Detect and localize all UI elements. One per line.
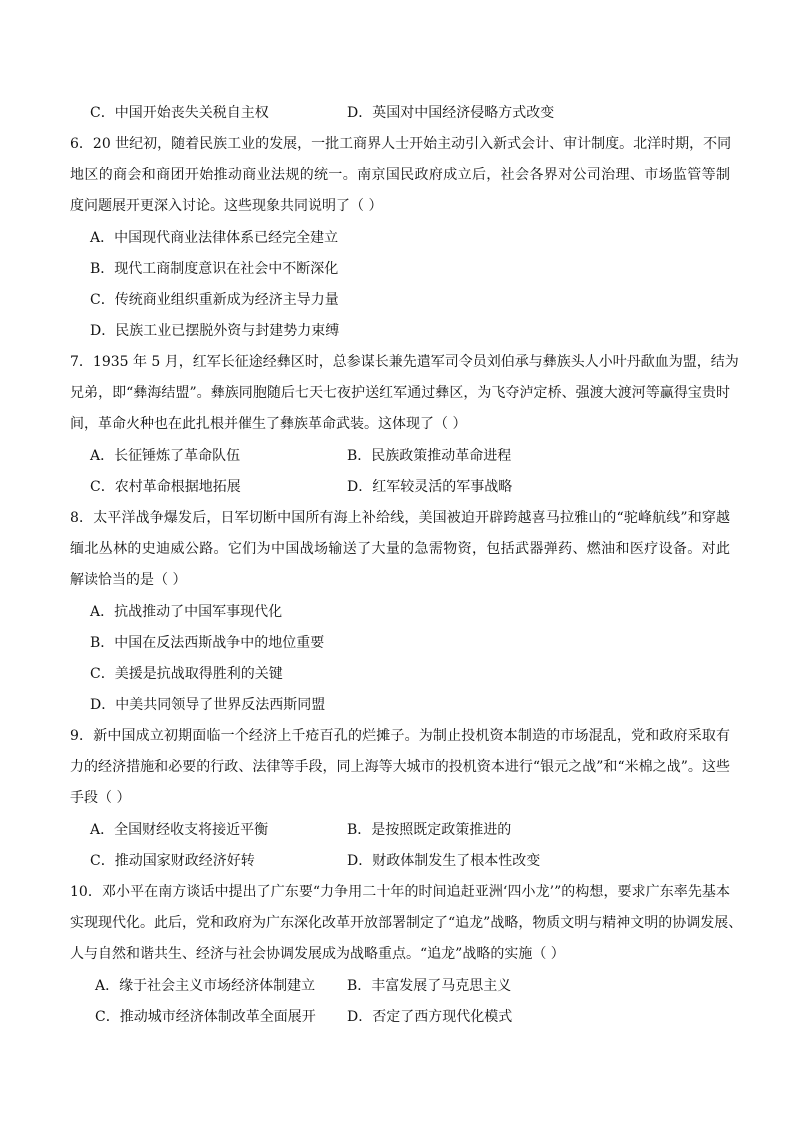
q9-option-a: A．全国财经收支将接近平衡 — [90, 822, 269, 838]
q8-stem-line-1: 8．太平洋战争爆发后，日军切断中国所有海上补给线，美国被迫开辟跨越喜马拉雅山的“驼峰航线”和穿越 — [70, 510, 730, 526]
q7-stem-line-3: 间，革命火种也在此扎根并催生了彝族革命武装。这体现了（ ） — [70, 416, 467, 432]
q8-option-c: C．美援是抗战取得胜利的关键 — [90, 666, 283, 682]
q7-option-c: C．农村革命根据地拓展 — [90, 479, 241, 495]
q6-stem-line-2: 地区的商会和商团开始推动商业法规的统一。南京国民政府成立后，社会各界对公司治理、市场监管等制 — [70, 167, 730, 183]
q7-option-a: A．长征锤炼了革命队伍 — [90, 448, 241, 464]
q6-option-a: A．中国现代商业法律体系已经完全建立 — [90, 230, 339, 246]
q8-option-b: B．中国在反法西斯战争中的地位重要 — [90, 635, 325, 651]
q10-option-c: C．推动城市经济体制改革全面展开 — [95, 1009, 316, 1025]
q5-option-c: C．中国开始丧失关税自主权 — [90, 105, 269, 121]
q10-option-d: D．否定了西方现代化模式 — [347, 1009, 513, 1025]
q9-option-d: D．财政体制发生了根本性改变 — [347, 853, 541, 869]
q6-stem-line-3: 度问题展开更深入讨论。这些现象共同说明了（ ） — [70, 198, 383, 214]
q9-stem-line-1: 9．新中国成立初期面临一个经济上千疮百孔的烂摊子。为制止投机资本制造的市场混乱，党和政府采取有 — [70, 728, 730, 744]
q10-option-a: A．缘于社会主义市场经济体制建立 — [95, 978, 316, 994]
q10-stem-line-3: 人与自然和谐共生、经济与社会协调发展成为战略重点。“追龙”战略的实施（ ） — [70, 946, 565, 962]
q9-stem-line-3: 手段（ ） — [70, 790, 131, 806]
q6-option-d: D．民族工业已摆脱外资与封建势力束缚 — [90, 323, 340, 339]
q8-option-d: D．中美共同领导了世界反法西斯同盟 — [90, 697, 326, 713]
q9-option-c: C．推动国家财政经济好转 — [90, 853, 255, 869]
q7-option-b: B．民族政策推动革命进程 — [347, 448, 512, 464]
q7-stem-line-2: 兄弟，即“彝海结盟”。彝族同胞随后七天七夜护送红军通过彝区，为飞夺泸定桥、强渡大渡河等赢得宝贵时 — [70, 385, 730, 401]
q8-stem-line-2: 缅北丛林的史迪威公路。它们为中国战场输送了大量的急需物资，包括武器弹药、燃油和医疗设备。对此 — [70, 541, 730, 557]
q7-stem-line-1: 7．1935 年 5 月，红军长征途经彝区时，总参谋长兼先遣军司令员刘伯承与彝族头人小叶丹歃血为盟，结为 — [70, 354, 739, 370]
q7-option-d: D．红军较灵活的军事战略 — [347, 479, 513, 495]
q6-option-c: C．传统商业组织重新成为经济主导力量 — [90, 292, 339, 308]
q10-option-b: B．丰富发展了马克思主义 — [347, 978, 512, 994]
q6-stem-line-1: 6．20 世纪初，随着民族工业的发展，一批工商界人士开始主动引入新式会计、审计制度。北洋时期，不同 — [70, 136, 732, 152]
q8-stem-line-3: 解读恰当的是（ ） — [70, 572, 187, 588]
q5-option-d: D．英国对中国经济侵略方式改变 — [347, 105, 555, 121]
q10-stem-line-2: 实现现代化。此后，党和政府为广东深化改革开放部署制定了“追龙”战略，物质文明与精神文明的协调发展、 — [70, 915, 743, 931]
q9-stem-line-2: 力的经济措施和必要的行政、法律等手段，同上海等大城市的投机资本进行“银元之战”和“米棉之战”。这些 — [70, 759, 730, 775]
q9-option-b: B．是按照既定政策推进的 — [347, 822, 512, 838]
q6-option-b: B．现代工商制度意识在社会中不断深化 — [90, 261, 339, 277]
q10-stem-line-1: 10．邓小平在南方谈话中提出了广东要“力争用二十年的时间追赶亚洲‘四小龙’”的构想，要求广东率先基本 — [70, 884, 730, 900]
q8-option-a: A．抗战推动了中国军事现代化 — [90, 604, 283, 620]
